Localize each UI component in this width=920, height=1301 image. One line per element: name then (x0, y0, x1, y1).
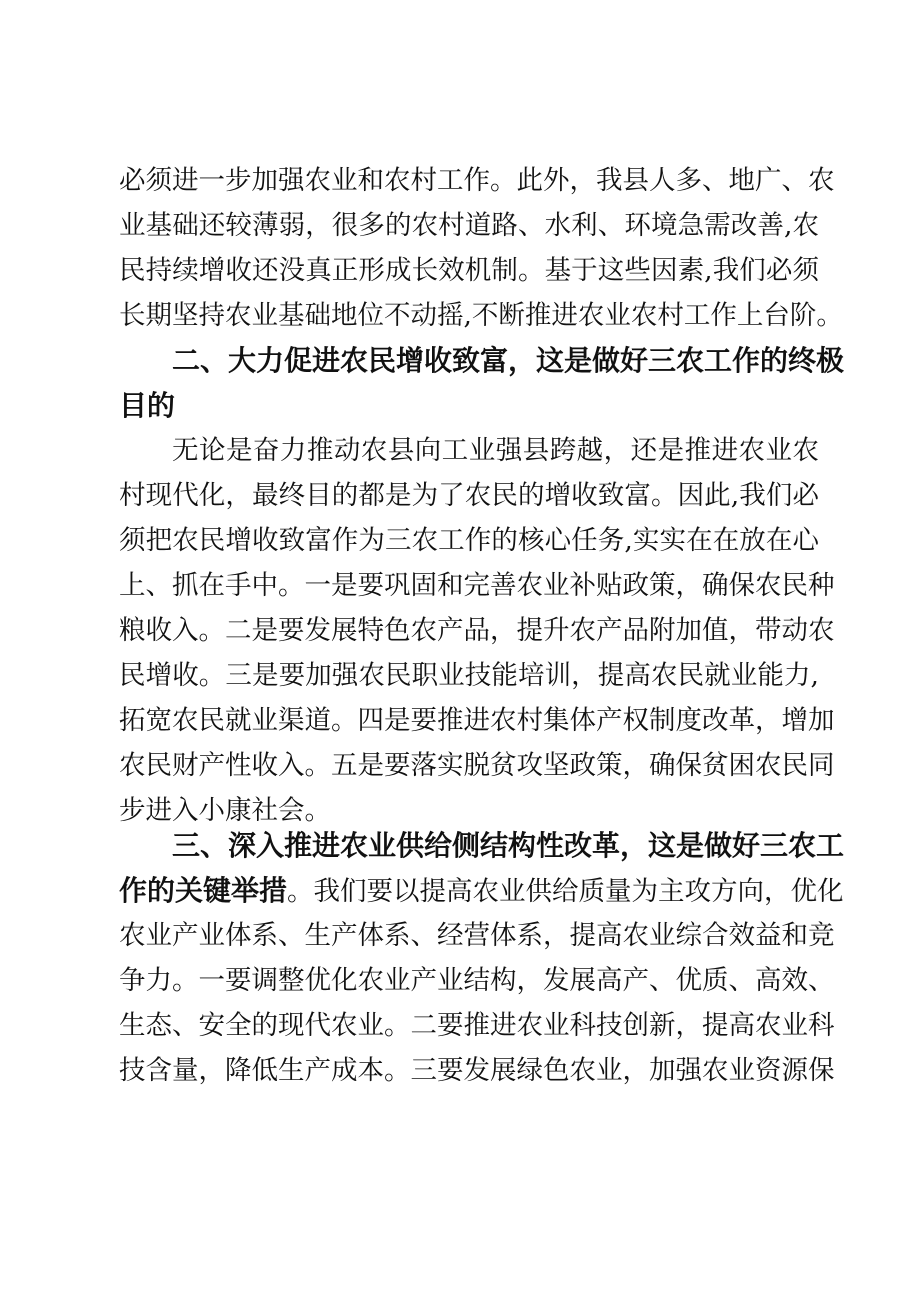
text-line: 生态、安全的现代农业。二要推进农业科技创新，提高农业科 (119, 1010, 835, 1041)
text-line: 村现代化，最终目的都是为了农民的增收致富。因此,我们必 (119, 480, 819, 511)
text-line: 技含量，降低生产成本。三要发展绿色农业，加强农业资源保 (119, 1055, 835, 1086)
section-3-heading-tail: 作的关键举措 (119, 874, 288, 907)
text-line: 长期坚持农业基础地位不动摇,不断推进农业农村工作上台阶。 (119, 300, 843, 331)
text-line: 须把农民增收致富作为三农工作的核心任务,实实在在放在心 (119, 525, 819, 556)
section-2-heading (119, 338, 845, 428)
text-line: 拓宽农民就业渠道。四是要推进农村集体产权制度改革，增加 (119, 705, 835, 736)
text-line: 争力。一要调整优化农业产业结构，发展高产、优质、高效、 (119, 965, 835, 996)
continued-paragraph (119, 158, 843, 338)
text-line: 农业产业体系、生产体系、经营体系，提高农业综合效益和竞 (119, 920, 835, 951)
heading-line: 二、大力促进农民增收致富，这是做好三农工作的终极 (172, 344, 845, 377)
text-line: 粮收入。二是要发展特色农产品，提升农产品附加值，带动农 (119, 615, 835, 646)
text-line: 步进入小康社会。 (119, 795, 331, 826)
text-line: 必须进一步加强农业和农村工作。此外，我县人多、地广、农 (119, 165, 835, 196)
section-3-body (119, 913, 835, 1093)
text-line: 无论是奋力推动农县向工业强县跨越，还是推进农业农 (172, 435, 819, 466)
text-line: 农民财产性收入。五是要落实脱贫攻坚政策，确保贫困农民同 (119, 750, 835, 781)
text-line: 民持续增收还没真正形成长效机制。基于这些因素,我们必须 (119, 255, 819, 286)
section-3-body-start: 。我们要以提高农业供给质量为主攻方向，优化 (287, 876, 844, 907)
section-2-body (119, 428, 835, 833)
section-3-heading-line: 三、深入推进农业供给侧结构性改革，这是做好三农工 (172, 829, 845, 862)
text-line: 上、抓在手中。一是要巩固和完善农业补贴政策，确保农民种 (119, 570, 835, 601)
text-line: 业基础还较薄弱，很多的农村道路、水利、环境急需改善,农 (119, 210, 819, 241)
text-line: 民增收。三是要加强农民职业技能培训，提高农民就业能力, (119, 660, 819, 691)
section-3-mixed-line (119, 868, 844, 913)
section-3 (119, 823, 845, 913)
heading-line: 目的 (119, 389, 176, 422)
